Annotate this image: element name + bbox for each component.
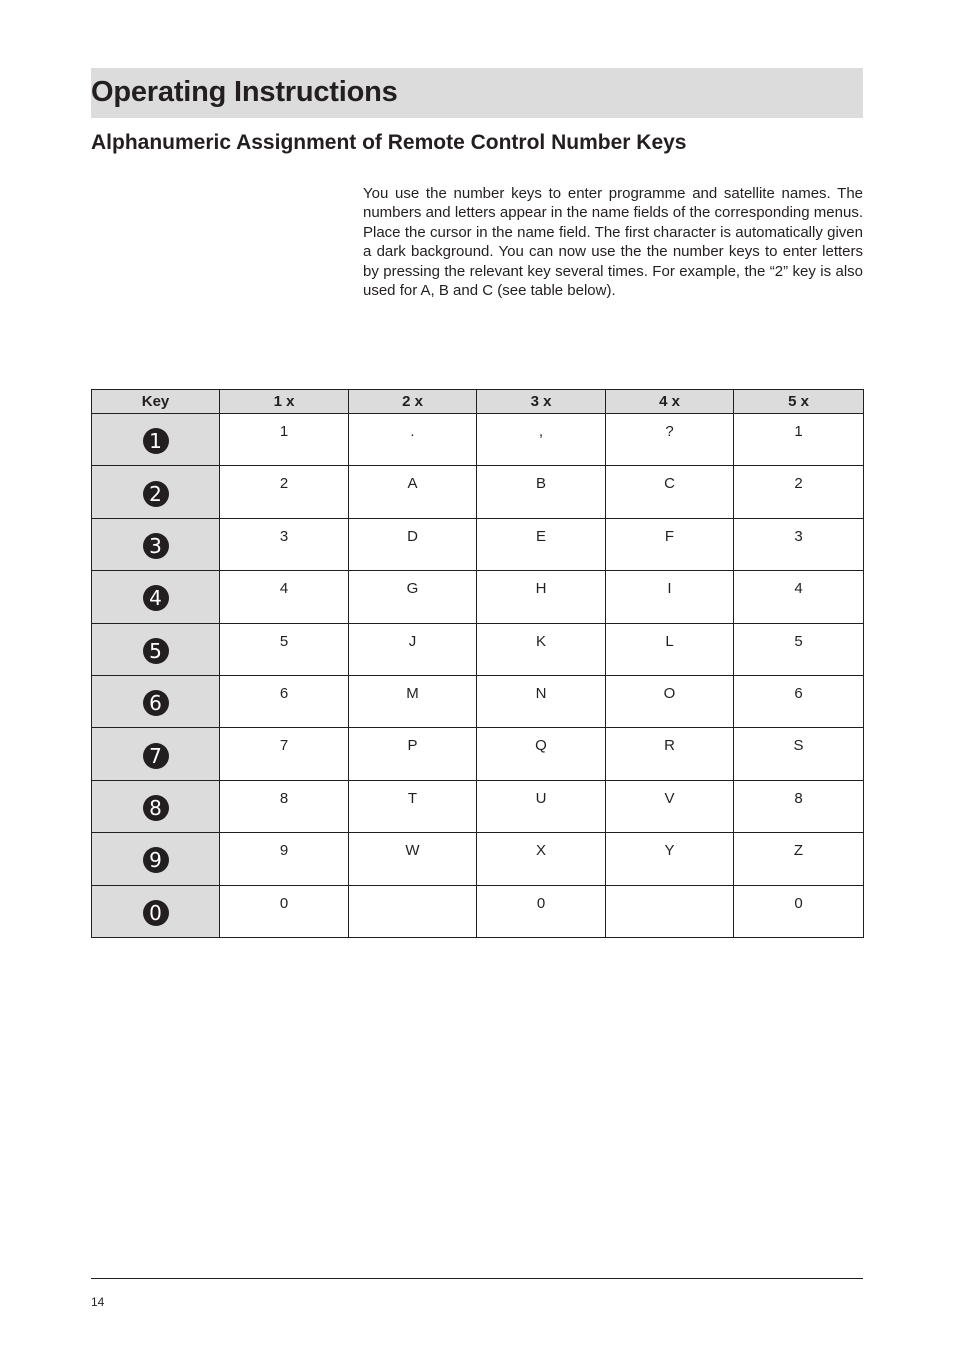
table-cell: 1 xyxy=(734,414,864,466)
table-cell: 3 xyxy=(734,518,864,570)
table-row xyxy=(92,833,864,885)
table-row xyxy=(92,675,864,727)
table-cell: 0 xyxy=(734,885,864,937)
table-cell: 3 xyxy=(220,518,349,570)
table-cell: 4 xyxy=(220,571,349,623)
column-header-1x: 1 x xyxy=(220,390,349,414)
table-cell: 7 xyxy=(220,728,349,780)
key-cell xyxy=(92,675,220,727)
number-key-icon: 1 xyxy=(143,428,169,454)
table-cell: 2 xyxy=(734,466,864,518)
table-cell: 4 xyxy=(734,571,864,623)
key-cell xyxy=(92,466,220,518)
table-cell: 0 xyxy=(220,885,349,937)
key-cell xyxy=(92,833,220,885)
table-cell: Q xyxy=(477,728,606,780)
table-cell: L xyxy=(606,623,734,675)
intro-paragraph: You use the number keys to enter programme and satellite names. The numbers and letters appear in the name fields of the corresponding menus. Place the cursor in the name field. The first character is automatically given a dark background. You can now use the the number keys to enter letters by pressing the relevant key several times. For example, the “2” key is also used for A, B and C (see table below). xyxy=(363,185,863,300)
key-cell xyxy=(92,414,220,466)
table-cell: H xyxy=(477,571,606,623)
number-key-icon: 7 xyxy=(143,743,169,769)
table-cell: Z xyxy=(734,833,864,885)
table-cell: . xyxy=(349,414,477,466)
table-cell: V xyxy=(606,780,734,832)
column-header-5x: 5 x xyxy=(734,390,864,414)
number-key-icon: 4 xyxy=(143,585,169,611)
table-row xyxy=(92,623,864,675)
key-cell xyxy=(92,518,220,570)
table-cell: 0 xyxy=(477,885,606,937)
table-cell: 5 xyxy=(734,623,864,675)
column-header-2x: 2 x xyxy=(349,390,477,414)
table-cell: 9 xyxy=(220,833,349,885)
column-header-3x: 3 x xyxy=(477,390,606,414)
table-cell: 2 xyxy=(220,466,349,518)
table-cell: M xyxy=(349,675,477,727)
number-key-icon: 2 xyxy=(143,481,169,507)
table-cell: 5 xyxy=(220,623,349,675)
key-cell xyxy=(92,728,220,780)
page-title: Operating Instructions xyxy=(91,76,398,108)
column-header-4x: 4 x xyxy=(606,390,734,414)
table-cell: T xyxy=(349,780,477,832)
key-assignment-table xyxy=(91,389,864,938)
number-key-icon: 5 xyxy=(143,638,169,664)
table-cell: W xyxy=(349,833,477,885)
header-bar xyxy=(91,68,863,118)
table-cell: A xyxy=(349,466,477,518)
page-number: 14 xyxy=(91,1295,105,1309)
footer-rule xyxy=(91,1278,863,1279)
key-cell xyxy=(92,623,220,675)
table-row xyxy=(92,780,864,832)
table-cell: D xyxy=(349,518,477,570)
number-key-icon: 0 xyxy=(143,900,169,926)
table-cell: G xyxy=(349,571,477,623)
table-row xyxy=(92,518,864,570)
table-cell xyxy=(349,885,477,937)
number-key-icon: 3 xyxy=(143,533,169,559)
number-key-icon: 8 xyxy=(143,795,169,821)
table-cell: X xyxy=(477,833,606,885)
table-cell: E xyxy=(477,518,606,570)
table-cell: K xyxy=(477,623,606,675)
table-row xyxy=(92,885,864,937)
table-cell: N xyxy=(477,675,606,727)
key-cell xyxy=(92,571,220,623)
table-row xyxy=(92,466,864,518)
table-cell: F xyxy=(606,518,734,570)
key-cell xyxy=(92,885,220,937)
table-cell: , xyxy=(477,414,606,466)
table-cell: B xyxy=(477,466,606,518)
table-cell: 6 xyxy=(220,675,349,727)
table-cell: 6 xyxy=(734,675,864,727)
table-cell: P xyxy=(349,728,477,780)
table-row xyxy=(92,728,864,780)
table-cell: Y xyxy=(606,833,734,885)
table-cell: C xyxy=(606,466,734,518)
table-cell: R xyxy=(606,728,734,780)
column-header-key: Key xyxy=(92,390,220,414)
table-cell: J xyxy=(349,623,477,675)
section-title: Alphanumeric Assignment of Remote Control Number Keys xyxy=(91,131,687,154)
number-key-icon: 6 xyxy=(143,690,169,716)
table-cell: O xyxy=(606,675,734,727)
table-cell: S xyxy=(734,728,864,780)
table-cell xyxy=(606,885,734,937)
table-cell: 8 xyxy=(734,780,864,832)
table-row xyxy=(92,414,864,466)
table-header-row xyxy=(92,390,864,414)
table-cell: 1 xyxy=(220,414,349,466)
table-cell: I xyxy=(606,571,734,623)
table-cell: ? xyxy=(606,414,734,466)
table-cell: 8 xyxy=(220,780,349,832)
table-row xyxy=(92,571,864,623)
number-key-icon: 9 xyxy=(143,847,169,873)
table-cell: U xyxy=(477,780,606,832)
key-cell xyxy=(92,780,220,832)
